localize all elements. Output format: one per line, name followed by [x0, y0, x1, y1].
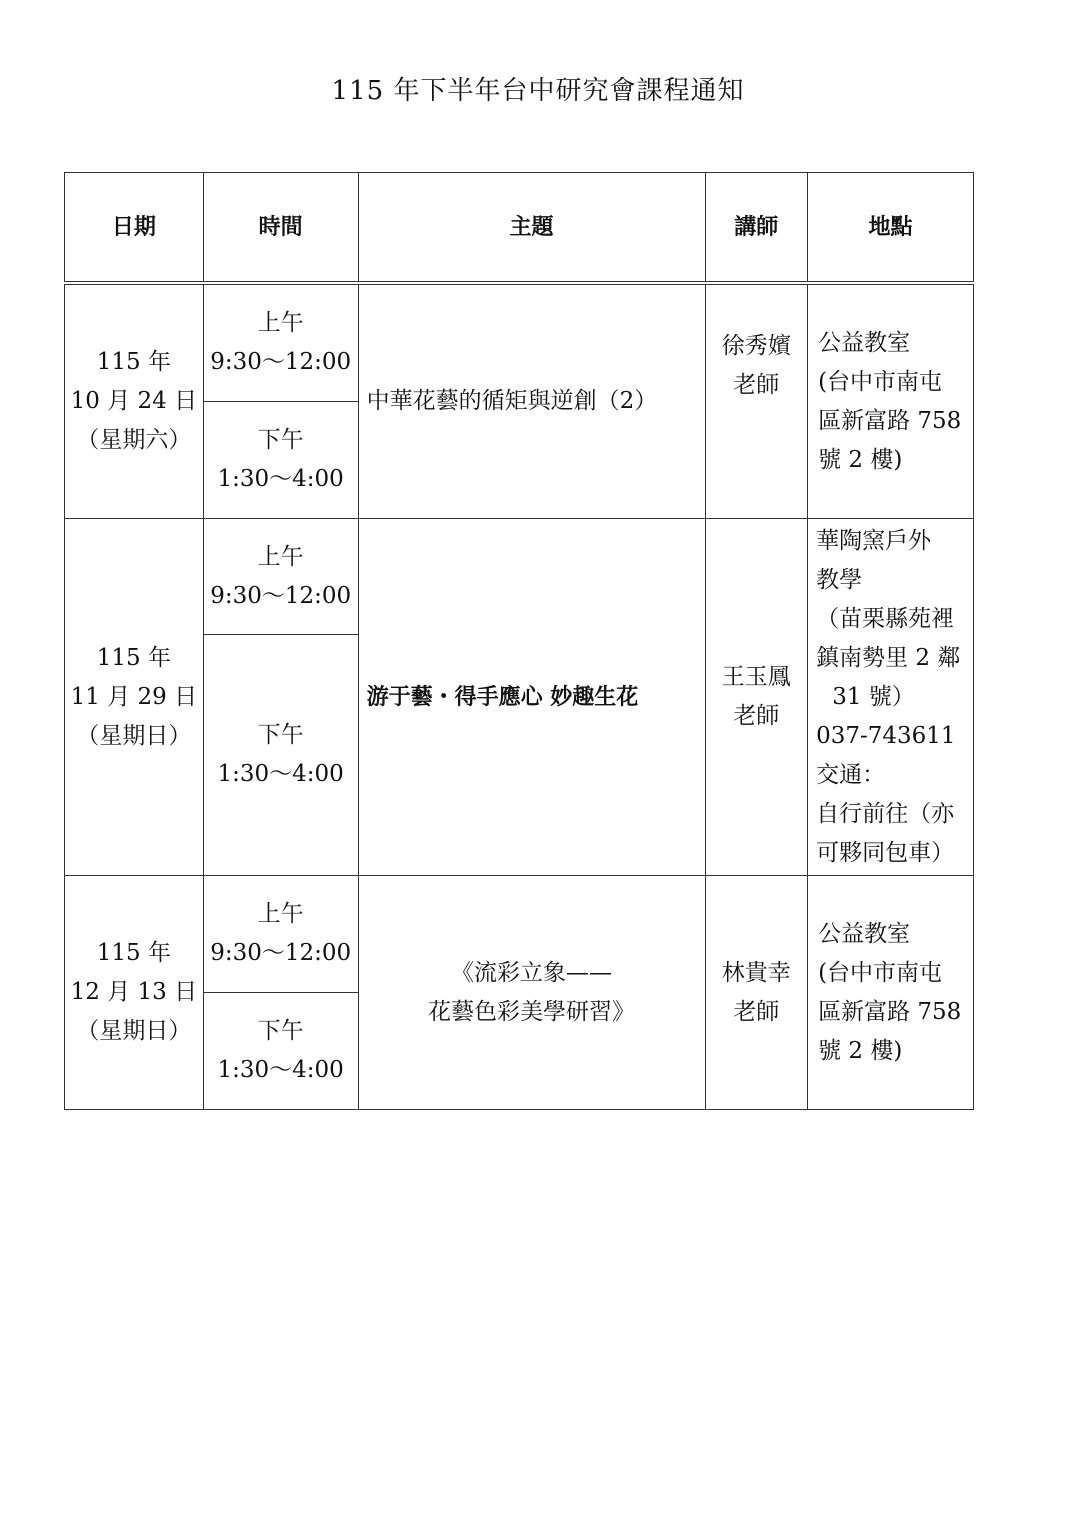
place-line: 公益教室: [818, 329, 911, 356]
session-place: [808, 283, 974, 519]
session-teacher: [705, 283, 808, 519]
place-line: 可夥同包車）: [816, 839, 955, 866]
place-line: 區新富路 758: [818, 407, 962, 434]
course-schedule-table: [64, 172, 974, 1110]
header-date: 日期: [65, 173, 204, 284]
time-label: 下午: [257, 722, 304, 748]
place-line: 教學: [816, 566, 863, 593]
time-range: 1:30～4:00: [217, 1057, 344, 1083]
time-range: 1:30～4:00: [217, 466, 344, 492]
session-place: [808, 519, 974, 876]
teacher-title: 老師: [733, 703, 780, 729]
session-date: [65, 283, 204, 519]
place-line: (台中市南屯: [818, 368, 943, 395]
place-line: （苗栗縣苑裡: [816, 605, 955, 632]
page-title: 115 年下半年台中研究會課程通知: [331, 76, 745, 106]
header-topic: 主題: [358, 173, 705, 284]
table-header-row: [65, 173, 974, 284]
date-weekday: （星期日）: [76, 1018, 192, 1044]
session-teacher: [705, 876, 808, 1110]
table-row: [65, 283, 974, 402]
teacher-name: 徐秀嬪: [721, 333, 791, 359]
session-teacher: [705, 519, 808, 876]
date-year: 115 年: [96, 349, 171, 375]
header-place: 地點: [808, 173, 974, 284]
time-range: 9:30～12:00: [210, 349, 352, 375]
place-line: 華陶窯戶外: [816, 527, 932, 554]
date-day: 11 月 29 日: [70, 683, 198, 710]
session-time-morning: [203, 283, 358, 402]
session-date: [65, 876, 204, 1110]
time-range: 1:30～4:00: [217, 761, 344, 787]
date-weekday: （星期日）: [76, 722, 192, 749]
place-line: 號 2 樓): [818, 1037, 903, 1064]
date-weekday: （星期六）: [76, 427, 192, 453]
session-time-afternoon: [203, 635, 358, 876]
time-range: 9:30～12:00: [210, 940, 352, 966]
header-teacher: 講師: [705, 173, 808, 284]
session-time-afternoon: [203, 993, 358, 1110]
date-day: 10 月 24 日: [70, 388, 198, 414]
place-line: (台中市南屯: [818, 959, 943, 986]
time-range: 9:30～12:00: [210, 582, 352, 609]
session-time-morning: [203, 519, 358, 635]
table-row: [65, 876, 974, 993]
topic-line: 花藝色彩美學研習》: [428, 998, 636, 1025]
place-line: 自行前往（亦: [816, 800, 955, 827]
table-row: [65, 519, 974, 635]
session-time-morning: [203, 876, 358, 993]
teacher-name: 王玉鳳: [721, 664, 791, 690]
teacher-title: 老師: [733, 998, 780, 1025]
place-line: 鎮南勢里 2 鄰: [816, 644, 961, 671]
teacher-name: 林貴幸: [721, 959, 791, 986]
session-topic: [358, 519, 705, 876]
session-place: [808, 876, 974, 1110]
date-year: 115 年: [96, 940, 171, 966]
place-line: 區新富路 758: [818, 998, 962, 1025]
session-topic: [358, 283, 705, 519]
place-line: 交通：: [816, 761, 886, 788]
time-label: 上午: [257, 901, 304, 927]
time-label: 下午: [257, 1018, 304, 1044]
place-line: 公益教室: [818, 920, 911, 947]
place-line: 號 2 樓): [818, 446, 903, 473]
topic-line: 游于藝・得手應心 妙趣生花: [366, 684, 639, 710]
session-time-afternoon: [203, 402, 358, 519]
topic-line: 《流彩立象——: [451, 959, 613, 986]
session-topic: [358, 876, 705, 1110]
session-date: [65, 519, 204, 876]
date-day: 12 月 13 日: [70, 979, 198, 1005]
date-year: 115 年: [96, 644, 171, 671]
place-phone: 037-743611: [816, 722, 956, 749]
topic-line: 中華花藝的循矩與逆創（2）: [366, 388, 658, 414]
teacher-title: 老師: [733, 372, 780, 398]
place-line: 31 號）: [832, 683, 915, 710]
time-label: 上午: [257, 310, 304, 336]
header-time: 時間: [203, 173, 358, 284]
time-label: 上午: [257, 543, 304, 570]
time-label: 下午: [257, 427, 304, 453]
